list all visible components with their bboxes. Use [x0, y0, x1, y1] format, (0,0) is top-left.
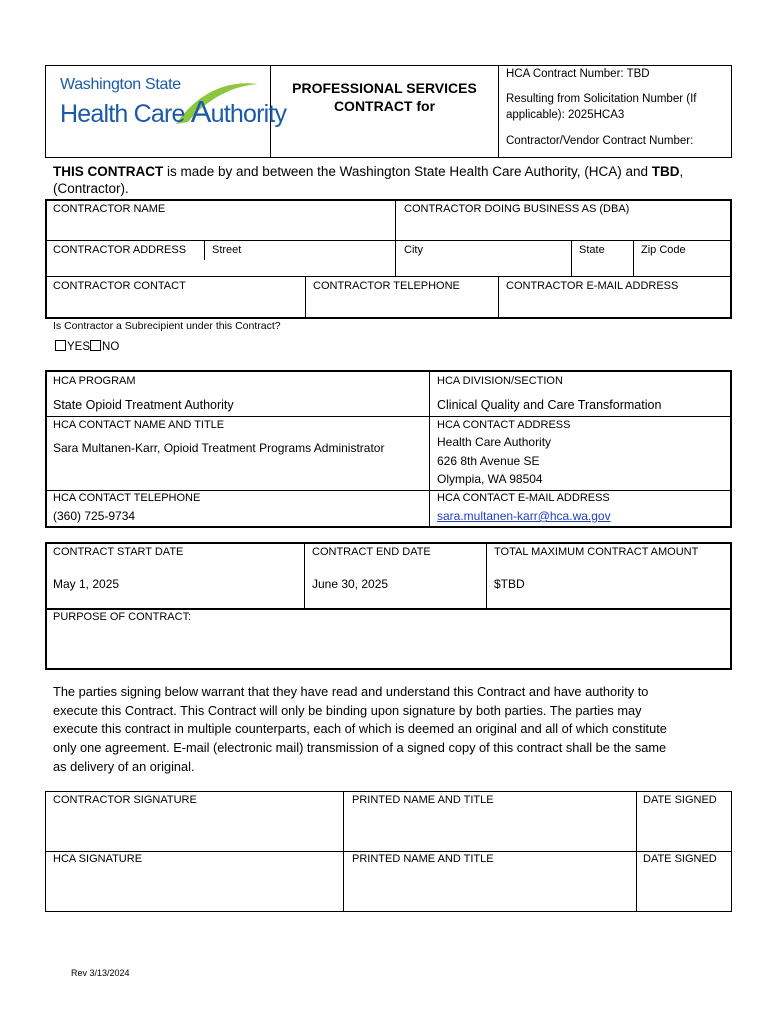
page-title-line2: CONTRACT for [333, 98, 436, 114]
yes-label: YES [67, 341, 91, 353]
hca-contract-number: HCA Contract Number: TBD [506, 68, 650, 80]
contractor-printed-name-label: PRINTED NAME AND TITLE [352, 794, 494, 806]
col-divider [304, 542, 305, 609]
col-divider [633, 240, 634, 276]
solicitation-line2: applicable): 2025HCA3 [506, 109, 625, 121]
revision-date: Rev 3/13/2024 [71, 968, 130, 978]
intro-line2: (Contractor). [53, 181, 129, 196]
contractor-contact-label: CONTRACTOR CONTACT [53, 280, 186, 292]
street-field[interactable] [206, 258, 394, 275]
col-divider [204, 240, 205, 260]
hca-address-line1: Health Care Authority [437, 435, 552, 449]
hca-contact-value: Sara Multanen-Karr, Opioid Treatment Programs Administrator [53, 441, 385, 455]
intro-tbd: TBD [651, 164, 680, 179]
hca-address-label: HCA CONTACT ADDRESS [437, 419, 571, 431]
hca-email-link[interactable]: sara.multanen-karr@hca.wa.gov [437, 509, 611, 523]
contractor-name-label: CONTRACTOR NAME [53, 203, 166, 215]
hca-contact-label: HCA CONTACT NAME AND TITLE [53, 419, 225, 431]
contractor-printed-name-field[interactable] [345, 808, 634, 849]
logo-text-uthority: uthority [210, 100, 287, 128]
subrecipient-options [55, 340, 119, 353]
hca-printed-name-field[interactable] [345, 867, 634, 910]
yes-checkbox[interactable] [55, 341, 90, 353]
max-amount-label: TOTAL MAXIMUM CONTRACT AMOUNT [494, 546, 699, 558]
state-field[interactable] [573, 258, 632, 275]
col-divider [305, 276, 306, 319]
warrant-line: only one agreement. E-mail (electronic mail) transmission of a signed copy of this contract shall be the same [53, 740, 667, 756]
hca-email-label: HCA CONTACT E-MAIL ADDRESS [437, 492, 610, 504]
state-label: State [579, 244, 605, 256]
row-divider [45, 276, 732, 277]
hca-division-label: HCA DIVISION/SECTION [437, 375, 563, 387]
zip-code-field[interactable] [635, 258, 730, 275]
end-date-label: CONTRACT END DATE [312, 546, 431, 558]
logo-line2 [60, 94, 286, 130]
zip-code-label: Zip Code [641, 244, 686, 256]
purpose-field[interactable] [47, 626, 730, 668]
hca-telephone-value: (360) 725-9734 [53, 509, 136, 523]
contractor-signature-field[interactable] [47, 808, 341, 849]
contractor-telephone-label: CONTRACTOR TELEPHONE [313, 280, 460, 292]
checkbox-icon [55, 340, 66, 351]
city-label: City [404, 244, 423, 256]
contractor-dba-field[interactable] [397, 216, 730, 238]
col-divider [571, 240, 572, 276]
hca-program-value: State Opioid Treatment Authority [53, 398, 234, 412]
solicitation-line1: Resulting from Solicitation Number (If [506, 93, 697, 105]
vendor-contract-number: Contractor/Vendor Contract Number: [506, 135, 694, 147]
contractor-date-field[interactable] [638, 808, 730, 849]
hca-printed-name-label: PRINTED NAME AND TITLE [352, 853, 494, 865]
header-divider [498, 65, 499, 158]
checkbox-icon [90, 340, 101, 351]
contractor-signature-label: CONTRACTOR SIGNATURE [53, 794, 197, 806]
col-divider [429, 370, 430, 528]
row-divider [429, 416, 732, 417]
logo-line1: Washington State [60, 76, 181, 93]
col-divider [498, 276, 499, 319]
end-date-value: June 30, 2025 [312, 577, 389, 591]
warrant-line: The parties signing below warrant that they have read and understand this Contract and have authority to [53, 684, 649, 699]
row-divider [45, 851, 732, 852]
intro-lead: THIS CONTRACT [53, 164, 164, 179]
subrecipient-question: Is Contractor a Subrecipient under this Contract? [53, 320, 281, 332]
hca-address-line2: 626 8th Avenue SE [437, 454, 540, 468]
intro-tail: , [679, 164, 684, 179]
hca-telephone-label: HCA CONTACT TELEPHONE [53, 492, 201, 504]
row-divider [45, 416, 430, 417]
row-divider [45, 240, 732, 241]
contractor-email-label: CONTRACTOR E-MAIL ADDRESS [506, 280, 679, 292]
start-date-value: May 1, 2025 [53, 577, 120, 591]
no-checkbox[interactable] [90, 341, 119, 353]
row-divider [45, 490, 732, 491]
col-divider [636, 791, 637, 912]
contractor-telephone-field[interactable] [307, 294, 496, 316]
contractor-address-label: CONTRACTOR ADDRESS [53, 244, 187, 256]
max-amount-value: $TBD [494, 577, 525, 591]
hca-date-field[interactable] [638, 867, 730, 910]
hca-date-label: DATE SIGNED [643, 853, 717, 865]
warrant-line: execute this Contract. This Contract will only be binding upon signature by both parties. The parties may [53, 702, 642, 718]
col-divider [486, 542, 487, 609]
contractor-date-label: DATE SIGNED [643, 794, 717, 806]
hca-program-label: HCA PROGRAM [53, 375, 136, 387]
page-title-line1: PROFESSIONAL SERVICES [292, 80, 477, 96]
contractor-dba-label: CONTRACTOR DOING BUSINESS AS (DBA) [404, 203, 630, 215]
intro-mid: is made by and between the Washington State Health Care Authority, (HCA) and [163, 164, 652, 179]
no-label: NO [102, 341, 120, 353]
contractor-email-field[interactable] [500, 294, 730, 316]
city-field[interactable] [397, 258, 570, 275]
col-divider [395, 199, 396, 276]
hca-division-value: Clinical Quality and Care Transformation [437, 398, 662, 412]
street-label: Street [212, 244, 242, 256]
purpose-label: PURPOSE OF CONTRACT: [53, 611, 192, 623]
logo-text-health-care: Health Care [60, 100, 191, 128]
hca-signature-field[interactable] [47, 867, 341, 910]
logo-letter-a: A [190, 94, 211, 129]
contractor-contact-field[interactable] [47, 294, 303, 316]
intro-text [53, 163, 683, 197]
row-divider [45, 608, 732, 610]
col-divider [343, 791, 344, 912]
warrant-line: as delivery of an original. [53, 758, 195, 774]
warrant-paragraph [53, 683, 667, 777]
hca-signature-label: HCA SIGNATURE [53, 853, 143, 865]
start-date-label: CONTRACT START DATE [53, 546, 184, 558]
page-title [271, 79, 498, 115]
hca-address-line3: Olympia, WA 98504 [437, 472, 543, 486]
contractor-name-field[interactable] [47, 216, 393, 238]
warrant-line: execute this contract in multiple counterparts, each of which is deemed an original and all of which constitute [53, 721, 667, 737]
hca-logo [58, 72, 287, 134]
